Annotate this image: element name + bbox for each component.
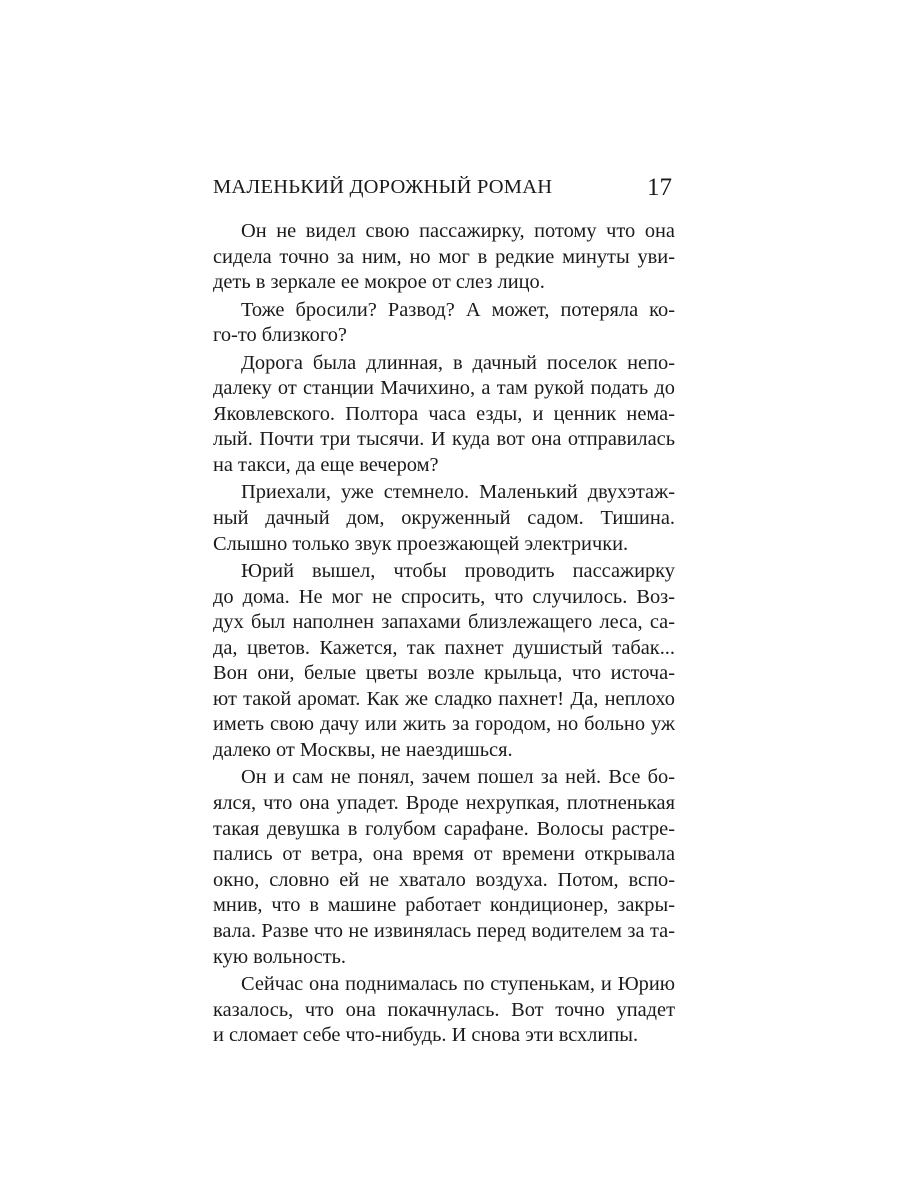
running-head [213, 176, 675, 210]
text-line: го-то близкого? [213, 324, 347, 347]
text-line: дух был наполнен запахами близлежащего леса, са- [213, 611, 675, 634]
text-line: и сломает себе что-нибудь. И снова эти всхлипы. [213, 1024, 639, 1047]
text-line: вала. Разве что не извинялась перед водителем за та- [213, 920, 675, 943]
running-title: МАЛЕНЬКИЙ ДОРОЖНЫЙ РОМАН [213, 176, 553, 198]
text-line: мнив, что в машине работает кондиционер, закры- [213, 894, 675, 917]
paragraph-2 [213, 298, 675, 349]
text-line: ют такой аромат. Как же сладко пахнет! Да, неплохо [213, 687, 675, 710]
text-line: Яковлевского. Полтора часа езды, и ценник нема- [213, 402, 675, 425]
text-line: ялся, что она упадет. Вроде нехрупкая, плотненькая [213, 792, 675, 815]
text-line: на такси, да еще вечером? [213, 453, 439, 476]
text-line: Приехали, уже стемнело. Маленький двухэтаж- [241, 481, 675, 504]
text-line: далеку от станции Мачихино, а там рукой подать до [213, 377, 675, 400]
text-line: казалось, что она покачнулась. Вот точно упадет [213, 998, 675, 1021]
text-line: Слышно только звук проезжающей электрички. [213, 532, 629, 555]
text-line: пались от ветра, она время от времени открывала [213, 843, 675, 866]
text-line: лый. Почти три тысячи. И куда вот она отправилась [213, 428, 675, 451]
text-line: Сейчас она поднималась по ступенькам, и Юрию [241, 973, 675, 995]
text-line: Он и сам не понял, зачем пошел за ней. Все бо- [241, 766, 675, 789]
text-line: окно, словно ей не хватало воздуха. Потом, вспо- [213, 868, 675, 891]
paragraph-1 [213, 219, 675, 296]
paragraph-3 [213, 351, 675, 479]
text-line: такая девушка в голубом сарафане. Волосы растре- [213, 817, 675, 840]
paragraph-6 [213, 765, 675, 970]
text-line: да, цветов. Кажется, так пахнет душистый табак... [213, 636, 675, 659]
paragraph-4 [213, 480, 675, 557]
text-line: Юрий вышел, чтобы проводить пассажирку [241, 559, 675, 582]
text-line: Вон они, белые цветы возле крыльца, что источа- [213, 662, 675, 685]
text-line: Дорога была длинная, в дачный поселок непо- [241, 351, 675, 374]
text-line: кую вольность. [213, 945, 347, 968]
page-number: 17 [647, 174, 672, 201]
paragraph-5 [213, 559, 675, 764]
text-line: до дома. Не мог не спросить, что случилось. Воз- [213, 585, 675, 608]
text-line: иметь свою дачу или жить за городом, но больно уж [213, 713, 675, 736]
text-line: Он не видел свою пассажирку, потому что она [241, 220, 675, 242]
text-line: далеко от Москвы, не наездишься. [213, 739, 513, 762]
text-line: сидела точно за ним, но мог в редкие минуты уви- [213, 245, 675, 268]
body-text [213, 219, 675, 1051]
text-line: деть в зеркале ее мокрое от слез лицо. [213, 271, 545, 294]
paragraph-7 [213, 972, 675, 1049]
text-line: Тоже бросили? Развод? А может, потеряла ко- [241, 298, 675, 321]
text-line: ный дачный дом, окруженный садом. Тишина. [213, 506, 675, 529]
